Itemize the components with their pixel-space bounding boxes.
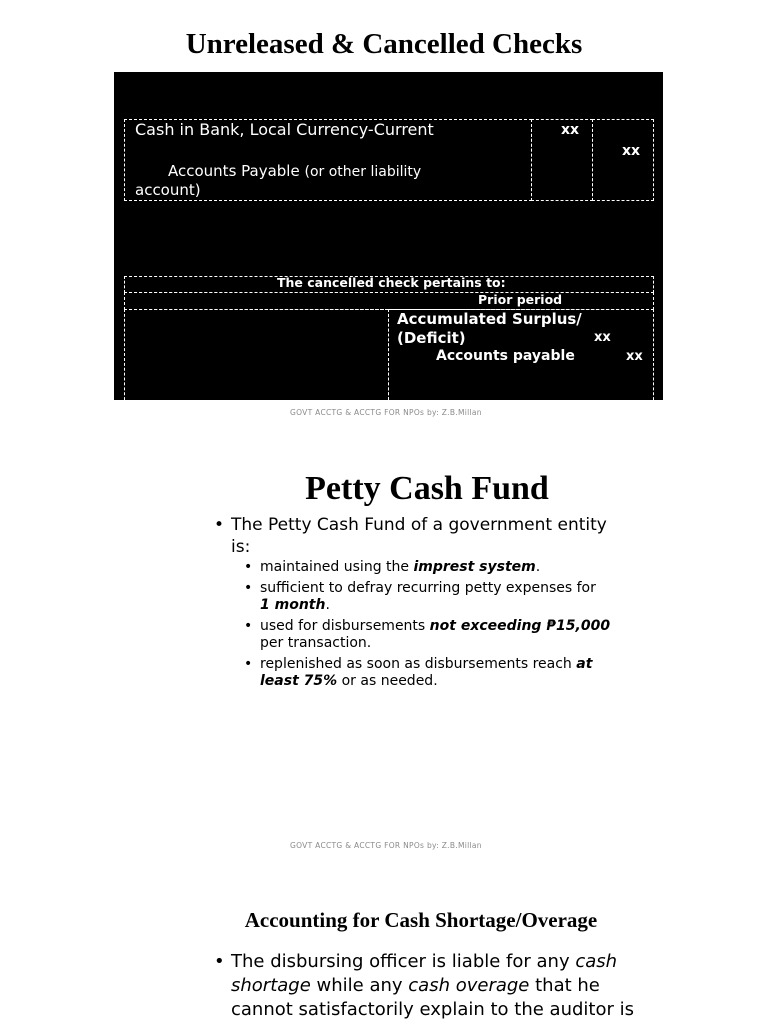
sub-bullets (244, 559, 654, 690)
entry2-current-cell (124, 309, 389, 405)
sub2-emphasis: 1 month (260, 597, 326, 613)
sub3-line2: per transaction. (260, 635, 372, 651)
entry1-credit-account: Accounts Payable (168, 162, 300, 180)
slide3-line2-mid: while any (310, 975, 409, 996)
slide1-title: Unreleased & Cancelled Checks (185, 28, 583, 60)
bullet-dot-icon: • (244, 559, 253, 575)
bullet-main-line1: The Petty Cash Fund of a government entity (231, 515, 607, 535)
sub1-text: maintained using the (260, 559, 414, 575)
journal-entry-panel (114, 72, 663, 400)
slide3-line2-post: that he (529, 975, 600, 996)
bullet-dot-icon: • (214, 515, 225, 535)
slide3-emphasis-cash: cash (575, 951, 618, 972)
sub4-emphasis-1: at (576, 656, 593, 672)
sub3-text: used for disbursements (260, 618, 430, 634)
sub4-post: or as needed. (337, 673, 438, 689)
slide2-footer: GOVT ACCTG & ACCTG FOR NPOs by: Z.B.Millan (290, 841, 482, 850)
slide2-title: Petty Cash Fund (305, 470, 549, 507)
entry1-credit-cell (592, 119, 654, 201)
sub2-post: . (325, 597, 330, 613)
slide3-line1: The disbursing officer is liable for any (231, 951, 576, 972)
sub4-text: replenished as soon as disbursements reach (260, 656, 577, 672)
sub4-emphasis-2: least 75% (260, 673, 338, 689)
slide3-emphasis-overage: cash overage (408, 975, 530, 996)
bullet-dot-icon: • (244, 656, 253, 672)
bullet-dot-icon: • (244, 580, 253, 596)
slide3-title: Accounting for Cash Shortage/Overage (244, 908, 598, 932)
entry2-credit-amount: xx (626, 349, 643, 364)
sub-bullet-3 (244, 618, 654, 652)
slide1-footer: GOVT ACCTG & ACCTG FOR NPOs by: Z.B.Millan (290, 408, 482, 417)
slide3-bullet (214, 950, 654, 1022)
entry1-credit-note2: account) (135, 181, 201, 199)
sub3-emphasis: not exceeding ₱15,000 (429, 618, 611, 634)
sub1-post: . (535, 559, 541, 575)
entry2-debit-amount: xx (594, 330, 611, 345)
sub-bullet-4 (244, 656, 654, 690)
slide3-line3: cannot satisfactorily explain to the auditor is (231, 999, 634, 1020)
bullet-dot-icon: • (214, 951, 225, 972)
bullet-main-line2: is: (231, 537, 251, 557)
sub-bullet-2 (244, 580, 654, 614)
bullet-dot-icon: • (244, 618, 253, 634)
entry1-debit-account: Cash in Bank, Local Currency-Current (135, 120, 434, 139)
sub1-emphasis: imprest system (413, 559, 536, 575)
sub-bullet-1 (244, 559, 654, 576)
entry2-debit-account-1: Accumulated Surplus/ (397, 310, 582, 328)
entry1-debit-amount: xx (561, 122, 580, 138)
entry1-credit-amount: xx (622, 143, 641, 159)
entry1-credit-account-line (168, 162, 421, 180)
sub2-text: sufficient to defray recurring petty expenses for (260, 580, 596, 596)
entry2-period: Prior period (478, 292, 563, 307)
entry2-header: The cancelled check pertains to: (277, 275, 506, 290)
entry2-debit-account-2: (Deficit) (397, 329, 466, 347)
entry2-period-row (124, 292, 654, 310)
slide3-emphasis-shortage: shortage (231, 975, 311, 996)
bullet-main (214, 514, 607, 558)
entry2-credit-account: Accounts payable (436, 348, 575, 364)
entry1-credit-note: (or other liability (304, 164, 422, 180)
